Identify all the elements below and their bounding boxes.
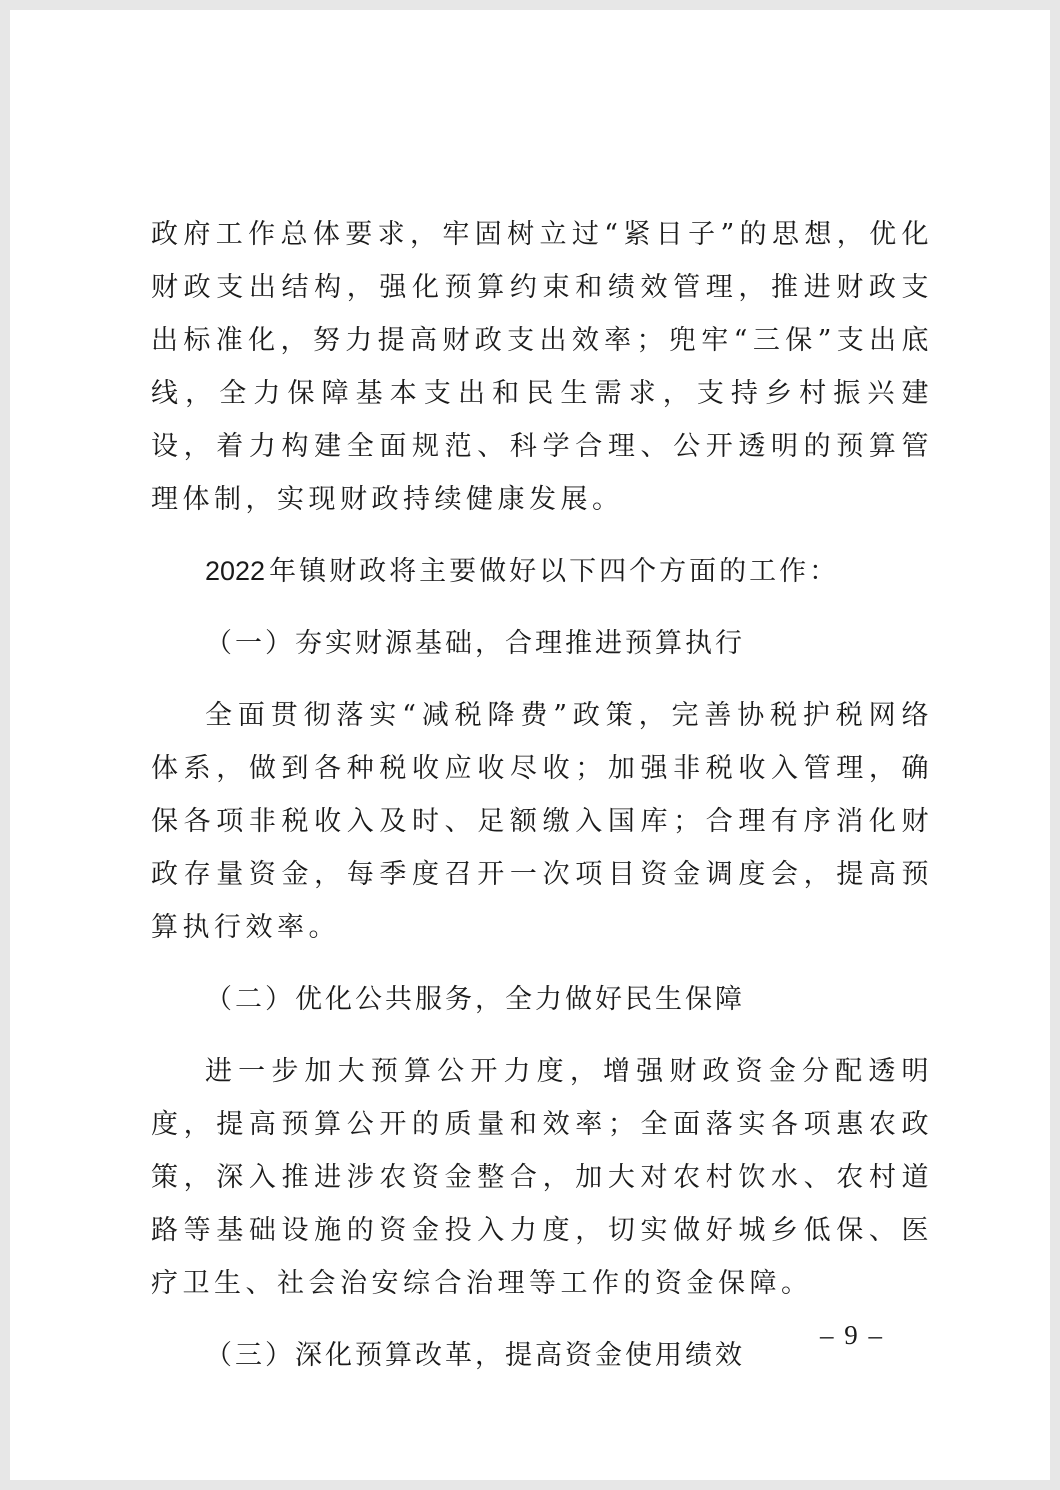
paragraph-continued: 政府工作总体要求，牢固树立过“紧日子”的思想，优化财政支出结构，强化预算约束和绩效管理，推进财政支出标准化，努力提高财政支出效率；兜牢“三保”支出底线，全力保障基本支出和民生需求，支持乡村振兴建设，着力构建全面规范、科学合理、公开透明的预算管理体制，实现财政持续健康发展。 [151,219,933,515]
paragraph-section-1: 全面贯彻落实“减税降费”政策，完善协税护税网络体系，做到各种税收应收尽收；加强非税收入管理，确保各项非税收入及时、足额缴入国库；合理有序消化财政存量资金，每季度召开一次项目资金调度会，提高预算执行效率。 [151,700,933,943]
section-heading-1: （一）夯实财源基础，合理推进预算执行 [205,628,745,659]
page-number: – 9 – [820,1320,884,1350]
section-heading-3: （三）深化预算改革，提高资金使用绩效 [205,1340,745,1371]
paragraph-intro [151,545,933,598]
section-heading-2: （二）优化公共服务，全力做好民生保障 [205,984,745,1015]
paragraph-section-2: 进一步加大预算公开力度，增强财政资金分配透明度，提高预算公开的质量和效率；全面落实各项惠农政策，深入推进涉农资金整合，加大对农村饮水、农村道路等基础设施的资金投入力度，切实做好城乡低保、医疗卫生、社会治安综合治理等工作的资金保障。 [151,1056,933,1299]
year-number: 2022 [205,556,266,586]
document-body [151,208,933,1382]
document-page [10,10,1050,1480]
paragraph-intro-text: 年镇财政将主要做好以下四个方面的工作： [269,556,840,587]
